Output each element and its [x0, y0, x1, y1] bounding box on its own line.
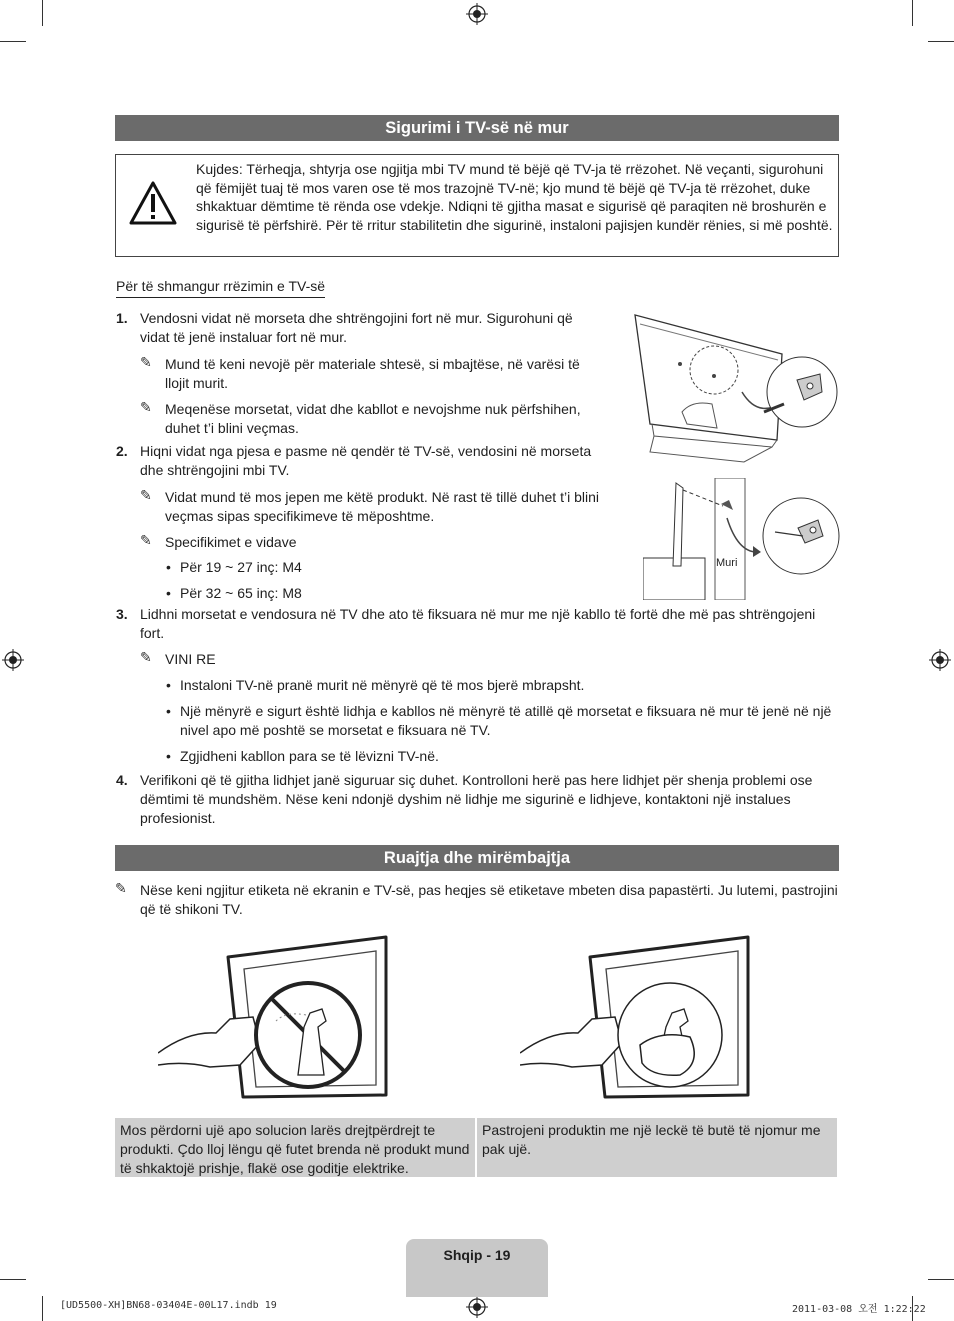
registration-mark-icon — [2, 649, 24, 671]
tv-bracket-illustration — [632, 312, 840, 464]
registration-mark-icon — [929, 649, 951, 671]
step-number: 1. — [116, 310, 128, 326]
maintenance-note: Nëse keni ngjitur etiketa në ekranin e TV-së, pas heqjes së etiketave mbeten disa papastërti. Ju lutemi, pastrojini që të shikoni TV. — [140, 882, 838, 917]
crop-mark — [928, 41, 954, 42]
section-title-maintenance: Ruajtja dhe mirëmbajtja — [115, 845, 839, 871]
caution-label: Kujdes — [196, 161, 239, 177]
note-text: Meqenëse morsetat, vidat dhe kabllot e nevojshme nuk përfshihen, duhet t’i blini veçmas. — [165, 401, 581, 436]
note-text: Specifikimet e vidave — [165, 534, 297, 550]
wall-label: Muri — [716, 557, 738, 569]
crop-mark — [42, 0, 43, 26]
warning-triangle-icon — [128, 180, 178, 226]
note-heading: VINI RE — [165, 651, 216, 667]
list-item: • Zgjidheni kabllon para se të lëvizni TV-në. — [180, 747, 830, 766]
registration-mark-icon — [466, 3, 488, 25]
page-number-tab: Shqip - 19 — [406, 1239, 548, 1297]
pencil-note-icon: ✎ — [140, 354, 152, 370]
step-text: Vendosni vidat në morseta dhe shtrëngojini fort në mur. Sigurohuni që vidat të jenë instaluar fort në mur. — [140, 310, 573, 345]
crop-mark — [912, 0, 913, 26]
crop-mark — [0, 41, 26, 42]
subheading-prevent-fall: Për të shmangur rrëzimin e TV-së — [116, 278, 325, 298]
pencil-note-icon: ✎ — [140, 487, 152, 503]
crop-mark — [42, 1296, 43, 1321]
caution-text — [196, 160, 834, 234]
note-text: Vidat mund të mos jepen me këtë produkt. Në rast të tillë duhet t’i blini veçmas sipas specifikimeve të mëposhtme. — [165, 489, 599, 524]
print-file-info: [UD5500-XH]BN68-03404E-00L17.indb 19 — [60, 1300, 277, 1311]
list-item: • Për 19 ~ 27 inç: M4 — [180, 558, 302, 577]
cloth-cleaning-illustration — [520, 935, 752, 1100]
caption-no-liquid: Mos përdorni ujë apo solucion larës drejtpërdrejt te produkti. Çdo lloj lëngu që futet brenda në produkt mund të shkaktojë prishje, flakë ose goditje elektrike. — [115, 1118, 475, 1177]
caution-body: : Tërheqja, shtyrja ose ngjitja mbi TV mund të bëjë që TV-ja të rrëzohet. Në veçanti, sigurohuni që fëmijët tuaj të mos varen ose të mos trazojnë TV-në; kjo mund të bëjë që TV-ja të rrëzohet, duke shkaktuar dëmtime të rënda ose vdekje. Ndiqni të gjitha masat e sigurisë që paraqiten në broshurën e sigurisë të përfshirë. Për të rritur stabilitetin dhe sigurinë, instaloni pajisjen kundër rënies, si më poshtë. — [196, 161, 833, 233]
note-text: Mund të keni nevojë për materiale shtesë, si mbajtëse, në varësi të llojit murit. — [165, 356, 580, 391]
step-number: 4. — [116, 772, 128, 788]
step-text: Hiqni vidat nga pjesa e pasme në qendër të TV-së, vendosini në morseta dhe shtrëngojini mbi TV. — [140, 443, 592, 478]
section-title-wall-mount: Sigurimi i TV-së në mur — [115, 115, 839, 141]
caption-soft-cloth: Pastrojeni produktin me një leckë të butë të njomur me pak ujë. — [477, 1118, 837, 1177]
step-text: Lidhni morsetat e vendosura në TV dhe ato të fiksuara në mur me një kabllo të fortë dhe më pas shtrëngojeni fort. — [140, 606, 816, 641]
wall-cable-illustration — [643, 478, 840, 600]
no-spray-illustration — [158, 935, 390, 1100]
list-item: • Instaloni TV-në pranë murit në mënyrë që të mos bjerë mbrapsht. — [180, 676, 830, 695]
registration-mark-icon — [466, 1296, 488, 1318]
step-number: 2. — [116, 443, 128, 459]
crop-mark — [928, 1279, 954, 1280]
pencil-note-icon: ✎ — [140, 399, 152, 415]
print-date-info: 2011-03-08 오전 1:22:22 — [792, 1304, 926, 1315]
step-text: Verifikoni që të gjitha lidhjet janë siguruar siç duhet. Kontrolloni herë pas here lidhjet për shenja problemi ose dëmtimi të mundshëm. Nëse keni ndonjë dyshim në lidhje me sigurinë e lidhjeve, kontaktoni një instalues profesionist. — [140, 772, 813, 826]
step-number: 3. — [116, 606, 128, 622]
list-item: • Një mënyrë e sigurt është lidhja e kabllos në mënyrë të atillë që morsetat e fiksuara në mur të jenë në një nivel apo më poshtë se morsetat e fiksuara në TV. — [180, 702, 840, 740]
pencil-note-icon: ✎ — [140, 532, 152, 548]
pencil-note-icon: ✎ — [115, 880, 127, 896]
crop-mark — [0, 1279, 26, 1280]
list-item: • Për 32 ~ 65 inç: M8 — [180, 584, 302, 603]
pencil-note-icon: ✎ — [140, 649, 152, 665]
